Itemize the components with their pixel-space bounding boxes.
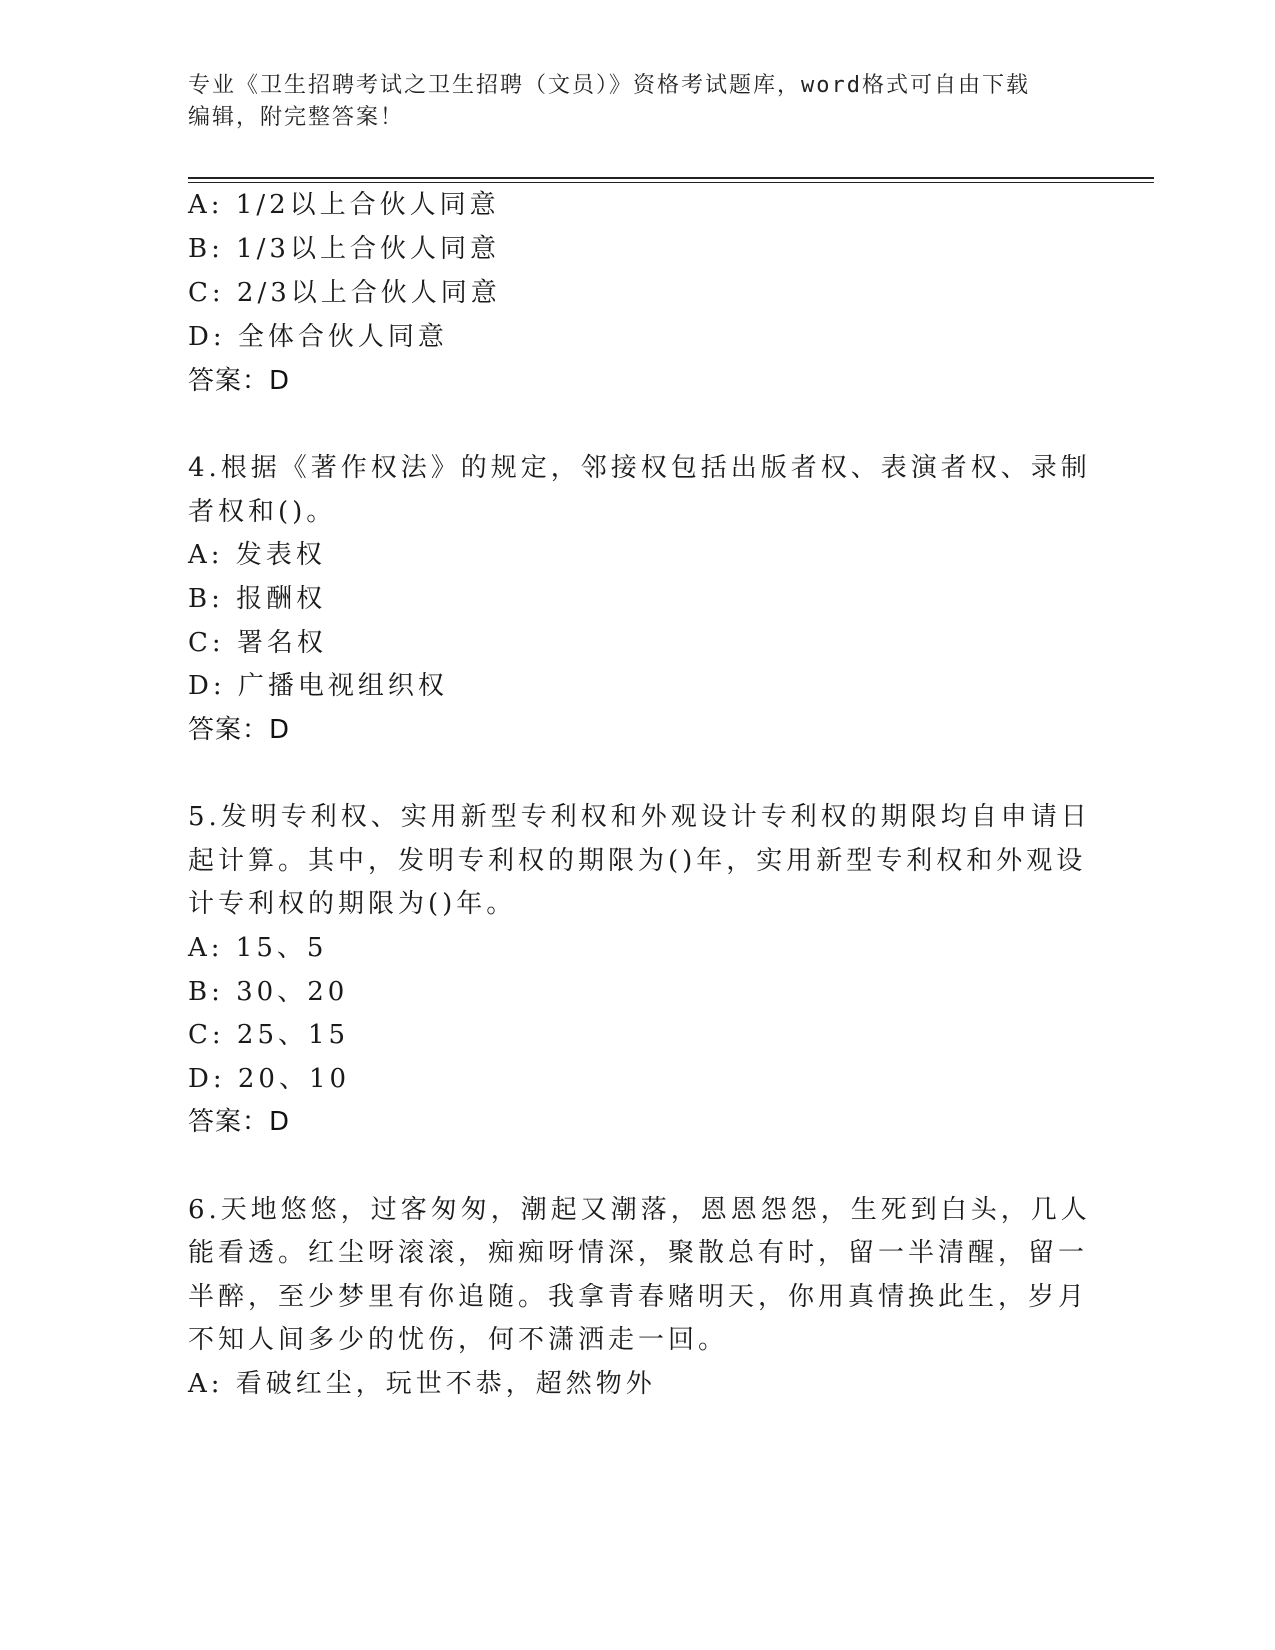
q4-answer: 答案：D	[188, 715, 291, 745]
q5-stem-line-2: 起计算。其中，发明专利权的期限为()年，实用新型专利权和外观设	[188, 846, 1087, 876]
q4-option-a: A: 发表权	[188, 540, 326, 570]
q3-option-c: C: 2/3以上合伙人同意	[188, 278, 501, 308]
q5-option-d: D: 20、10	[188, 1064, 351, 1094]
q4-stem-line-1: 4.根据《著作权法》的规定，邻接权包括出版者权、表演者权、录制	[188, 453, 1091, 483]
q5-stem-line-1: 5.发明专利权、实用新型专利权和外观设计专利权的期限均自申请日	[188, 802, 1091, 832]
header-line-2: 编辑，附完整答案！	[188, 105, 405, 130]
q6-stem-line-2: 能看透。红尘呀滚滚，痴痴呀情深，聚散总有时，留一半清醒，留一	[188, 1238, 1089, 1268]
document-header	[188, 70, 1088, 134]
q6-stem-line-4: 不知人间多少的忧伤，何不潇洒走一回。	[188, 1325, 729, 1355]
header-divider-thin	[188, 182, 1154, 183]
q6-option-a: A: 看破红尘，玩世不恭，超然物外	[188, 1369, 656, 1399]
q5-option-a: A: 15、5	[188, 933, 328, 963]
q6-stem-line-1: 6.天地悠悠，过客匆匆，潮起又潮落，恩恩怨怨，生死到白头，几人	[188, 1195, 1091, 1225]
q6-stem-line-3: 半醉，至少梦里有你追随。我拿青春赌明天，你用真情换此生，岁月	[188, 1282, 1089, 1312]
q3-option-d: D: 全体合伙人同意	[188, 322, 448, 352]
q4-option-d: D: 广播电视组织权	[188, 671, 448, 701]
q5-answer: 答案：D	[188, 1107, 291, 1137]
header-line-1: 专业《卫生招聘考试之卫生招聘（文员）》资格考试题库，word格式可自由下载	[188, 73, 1030, 98]
q4-stem-line-2: 者权和()。	[188, 497, 337, 527]
header-divider-thick	[188, 177, 1154, 179]
q5-stem-line-3: 计专利权的期限为()年。	[188, 889, 517, 919]
q4-option-c: C: 署名权	[188, 628, 327, 658]
q5-option-b: B: 30、20	[188, 977, 349, 1007]
q5-option-c: C: 25、15	[188, 1020, 350, 1050]
q4-option-b: B: 报酬权	[188, 584, 327, 614]
q3-answer: 答案：D	[188, 366, 291, 396]
q3-option-a: A: 1/2以上合伙人同意	[188, 190, 500, 220]
q3-option-b: B: 1/3以上合伙人同意	[188, 234, 500, 264]
